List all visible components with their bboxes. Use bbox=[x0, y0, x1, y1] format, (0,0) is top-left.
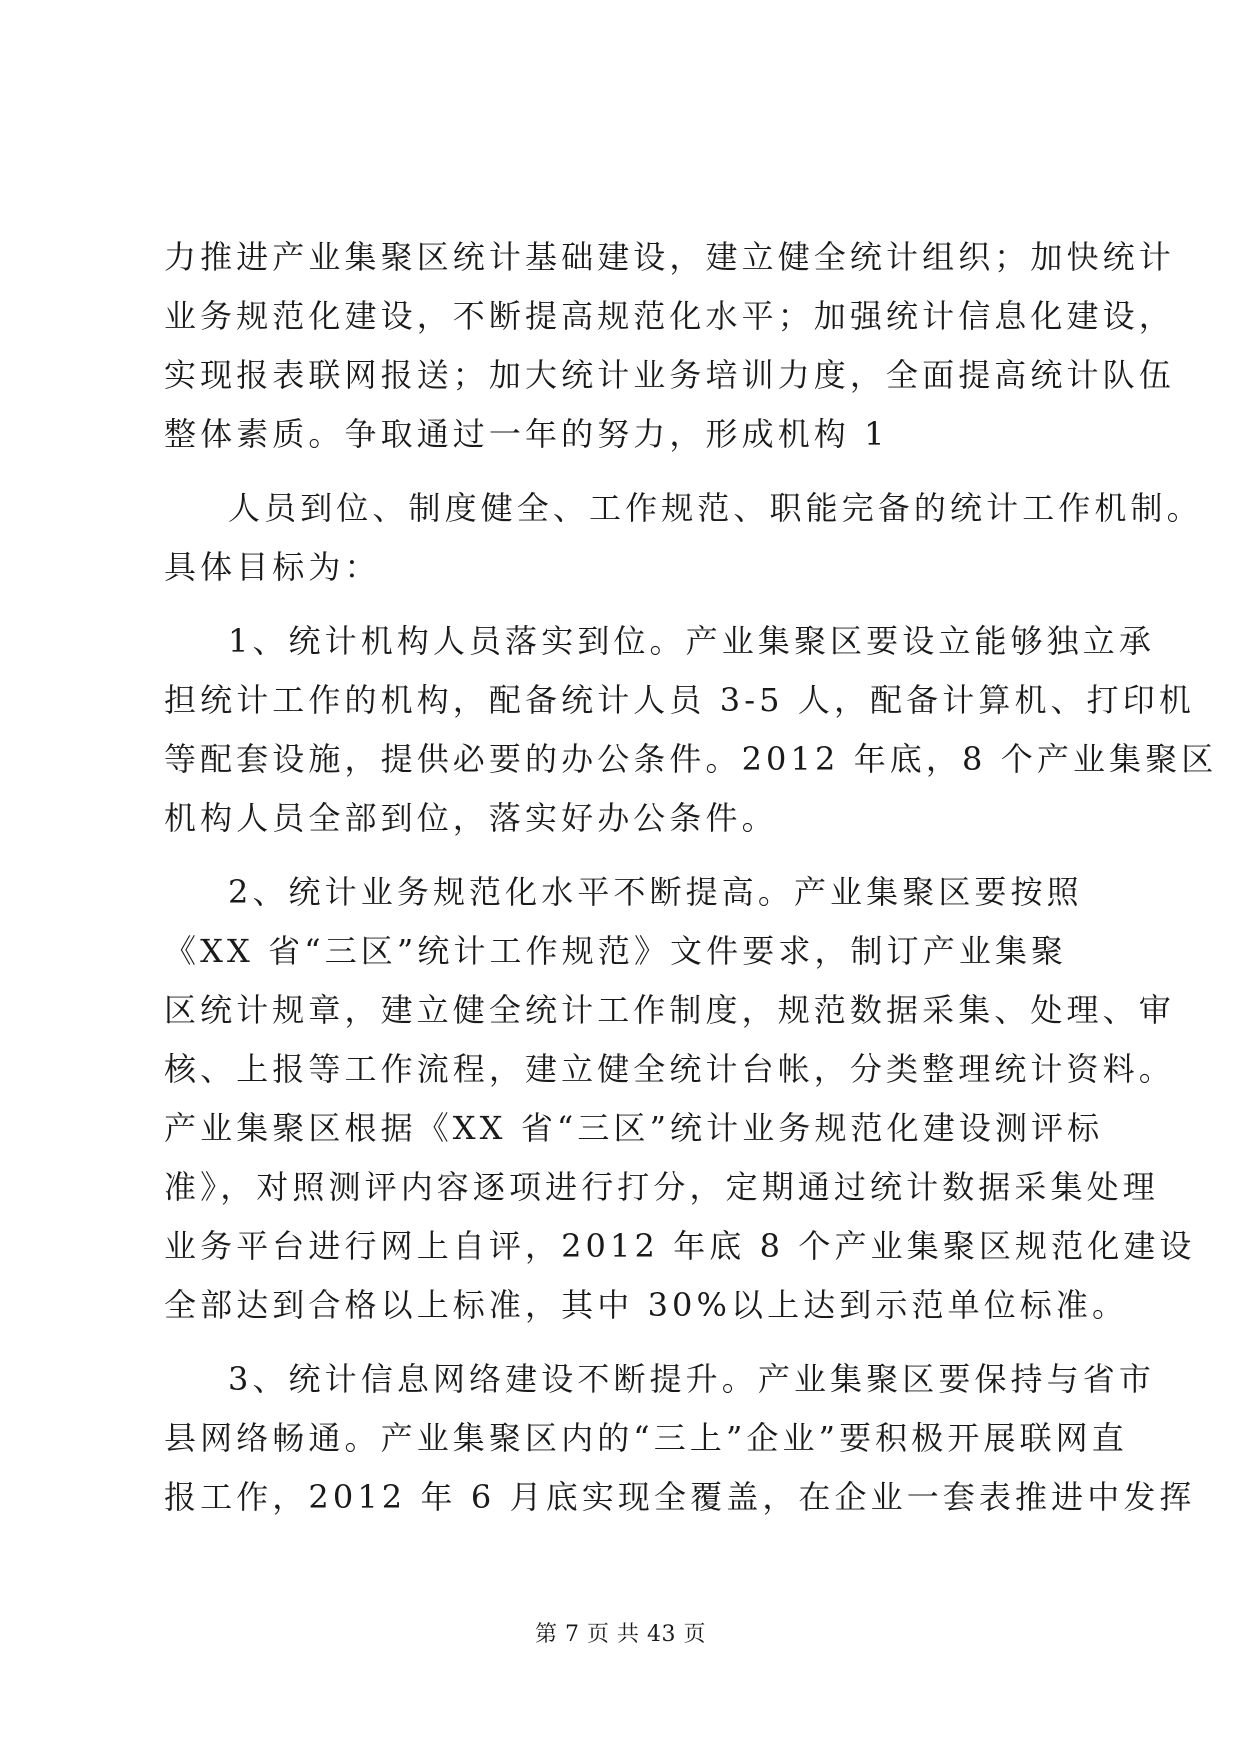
text-line: 核、上报等工作流程，建立健全统计台帐，分类整理统计资料。 bbox=[164, 1050, 1175, 1088]
paragraph-1 bbox=[164, 228, 1175, 464]
page-number-footer: 第 7 页 共 43 页 bbox=[535, 1622, 706, 1647]
paragraph-3 bbox=[164, 612, 1218, 848]
text-line: 业务平台进行网上自评，2012 年底 8 个产业集聚区规范化建设 bbox=[164, 1227, 1196, 1265]
text-line: 实现报表联网报送；加大统计业务培训力度，全面提高统计队伍 bbox=[164, 356, 1175, 394]
paragraph-5 bbox=[164, 1350, 1196, 1527]
text-line: 等配套设施，提供必要的办公条件。2012 年底，8 个产业集聚区 bbox=[164, 740, 1218, 778]
text-line: 具体目标为： bbox=[164, 548, 381, 586]
text-line: 业务规范化建设，不断提高规范化水平；加强统计信息化建设， bbox=[164, 297, 1175, 335]
text-line: 整体素质。争取通过一年的努力，形成机构 1 bbox=[164, 415, 889, 453]
text-line: 担统计工作的机构，配备统计人员 3-5 人，配备计算机、打印机 bbox=[164, 681, 1195, 719]
text-line: 《XX 省“三区”统计工作规范》文件要求，制订产业集聚 bbox=[164, 932, 1068, 970]
text-line: 区统计规章，建立健全统计工作制度，规范数据采集、处理、审 bbox=[164, 991, 1175, 1029]
paragraph-2 bbox=[164, 479, 1203, 597]
text-line: 人员到位、制度健全、工作规范、职能完备的统计工作机制。 bbox=[228, 489, 1203, 527]
paragraph-4 bbox=[164, 863, 1196, 1335]
text-line: 产业集聚区根据《XX 省“三区”统计业务规范化建设测评标 bbox=[164, 1109, 1104, 1147]
text-line: 准》，对照测评内容逐项进行打分，定期通过统计数据采集处理 bbox=[164, 1168, 1159, 1206]
text-line: 2、统计业务规范化水平不断提高。产业集聚区要按照 bbox=[228, 873, 1083, 911]
text-line: 报工作，2012 年 6 月底实现全覆盖，在企业一套表推进中发挥 bbox=[164, 1478, 1196, 1516]
document-body bbox=[164, 228, 1218, 1542]
text-line: 1、统计机构人员落实到位。产业集聚区要设立能够独立承 bbox=[228, 622, 1155, 660]
text-line: 机构人员全部到位，落实好办公条件。 bbox=[164, 799, 778, 837]
text-line: 县网络畅通。产业集聚区内的“三上”企业”要积极开展联网直 bbox=[164, 1419, 1128, 1457]
text-line: 3、统计信息网络建设不断提升。产业集聚区要保持与省市 bbox=[228, 1360, 1155, 1398]
text-line: 力推进产业集聚区统计基础建设，建立健全统计组织；加快统计 bbox=[164, 238, 1175, 276]
text-line: 全部达到合格以上标准，其中 30%以上达到示范单位标准。 bbox=[164, 1286, 1129, 1324]
